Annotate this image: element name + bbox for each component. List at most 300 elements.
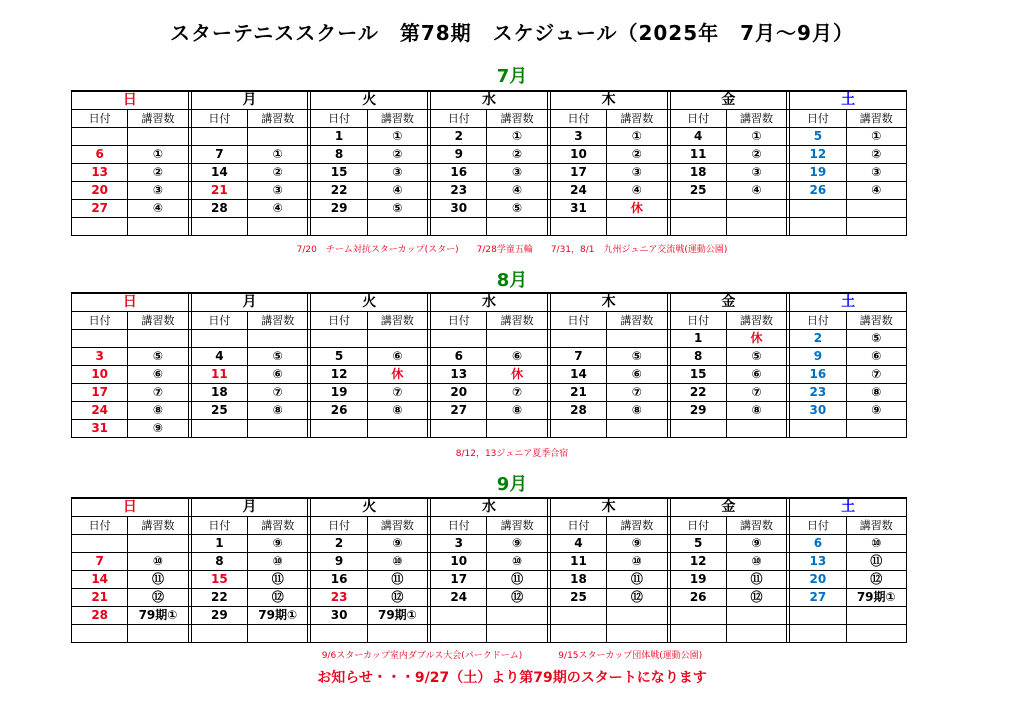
date-cell — [431, 218, 487, 236]
lessons-column-header: 講習数 — [607, 110, 667, 128]
lessons-column-header: 講習数 — [846, 312, 906, 330]
date-cell: 7 — [191, 146, 247, 164]
date-cell: 17 — [72, 384, 128, 402]
lesson-count-cell: ⑪ — [367, 571, 427, 589]
date-cell: 3 — [431, 535, 487, 553]
lesson-count-cell — [367, 218, 427, 236]
date-cell — [191, 218, 247, 236]
date-cell: 16 — [790, 366, 846, 384]
week-row — [72, 402, 907, 420]
lesson-count-cell: ② — [726, 146, 786, 164]
date-cell: 14 — [550, 366, 606, 384]
weekday-header: 月 — [191, 293, 308, 312]
date-cell — [790, 200, 846, 218]
date-cell: 27 — [431, 402, 487, 420]
lessons-column-header: 講習数 — [846, 110, 906, 128]
date-column-header: 日付 — [311, 517, 367, 535]
week-row — [72, 182, 907, 200]
lesson-count-cell — [128, 330, 188, 348]
lesson-count-cell: ⑩ — [487, 553, 547, 571]
month-title: 7月 — [496, 66, 528, 87]
lesson-count-cell: ⑤ — [846, 330, 906, 348]
calendar-table — [71, 292, 907, 438]
date-cell — [431, 420, 487, 438]
lesson-count-cell: ⑧ — [726, 402, 786, 420]
date-cell — [670, 625, 726, 643]
date-cell: 30 — [311, 607, 367, 625]
date-cell: 5 — [790, 128, 846, 146]
lesson-count-cell — [846, 218, 906, 236]
lesson-count-cell: ⑨ — [367, 535, 427, 553]
date-cell: 19 — [790, 164, 846, 182]
lesson-count-cell: ⑫ — [128, 589, 188, 607]
lessons-column-header: 講習数 — [726, 312, 786, 330]
date-cell: 6 — [790, 535, 846, 553]
weekday-header: 水 — [431, 498, 548, 517]
date-cell: 15 — [311, 164, 367, 182]
lessons-column-header: 講習数 — [367, 517, 427, 535]
date-column-header: 日付 — [72, 110, 128, 128]
lesson-count-cell: ⑨ — [128, 420, 188, 438]
date-cell — [431, 607, 487, 625]
date-cell — [550, 625, 606, 643]
date-column-header: 日付 — [191, 110, 247, 128]
date-cell — [191, 330, 247, 348]
week-row — [72, 128, 907, 146]
lesson-count-cell: ② — [607, 146, 667, 164]
weekday-header: 日 — [72, 293, 189, 312]
date-cell: 2 — [431, 128, 487, 146]
lesson-count-cell: ⑫ — [487, 589, 547, 607]
lesson-count-cell — [487, 330, 547, 348]
date-cell: 23 — [431, 182, 487, 200]
date-column-header: 日付 — [670, 312, 726, 330]
week-row — [72, 146, 907, 164]
lesson-count-cell — [128, 625, 188, 643]
lesson-count-cell: ⑩ — [367, 553, 427, 571]
date-cell — [191, 128, 247, 146]
lesson-count-cell: ① — [487, 128, 547, 146]
date-cell: 9 — [431, 146, 487, 164]
lesson-count-cell — [607, 625, 667, 643]
lesson-count-cell — [726, 625, 786, 643]
lessons-column-header: 講習数 — [487, 110, 547, 128]
lesson-count-cell: ① — [367, 128, 427, 146]
lesson-count-cell: 79期① — [846, 589, 906, 607]
date-cell: 29 — [311, 200, 367, 218]
date-cell: 12 — [311, 366, 367, 384]
date-cell — [550, 330, 606, 348]
date-cell: 22 — [191, 589, 247, 607]
weekday-header: 火 — [311, 91, 428, 110]
date-cell: 28 — [191, 200, 247, 218]
lesson-count-cell: ⑨ — [607, 535, 667, 553]
date-cell: 8 — [311, 146, 367, 164]
lesson-count-cell — [726, 607, 786, 625]
weekday-header: 木 — [550, 91, 667, 110]
lesson-count-cell — [846, 607, 906, 625]
lesson-count-cell: ⑥ — [726, 366, 786, 384]
date-cell: 11 — [191, 366, 247, 384]
date-column-header: 日付 — [72, 517, 128, 535]
lesson-count-cell: ① — [607, 128, 667, 146]
date-cell — [790, 218, 846, 236]
lesson-count-cell — [128, 128, 188, 146]
date-cell: 1 — [311, 128, 367, 146]
lesson-count-cell — [726, 218, 786, 236]
lesson-count-cell: ③ — [726, 164, 786, 182]
date-cell: 5 — [311, 348, 367, 366]
lesson-count-cell: ⑤ — [367, 200, 427, 218]
lesson-count-cell: ⑩ — [726, 553, 786, 571]
date-cell: 2 — [790, 330, 846, 348]
lesson-count-cell — [487, 420, 547, 438]
date-cell: 6 — [72, 146, 128, 164]
date-cell — [191, 420, 247, 438]
lesson-count-cell: ③ — [248, 182, 308, 200]
date-cell: 31 — [72, 420, 128, 438]
lesson-count-cell: ⑩ — [248, 553, 308, 571]
lesson-count-cell: ⑥ — [487, 348, 547, 366]
lesson-count-cell: ⑥ — [607, 366, 667, 384]
date-cell: 21 — [191, 182, 247, 200]
week-row — [72, 571, 907, 589]
calendar-table — [71, 497, 907, 643]
lesson-count-cell: ⑩ — [128, 553, 188, 571]
lesson-count-cell: ⑦ — [846, 366, 906, 384]
lesson-count-cell: ⑨ — [726, 535, 786, 553]
event-note: 7/20 チーム対抗スターカップ(スター) 7/28学童五輪 7/31，8/1 九州ジュニア交流戦(運動公園) — [296, 245, 728, 255]
date-column-header: 日付 — [72, 312, 128, 330]
lesson-count-cell: ⑧ — [128, 402, 188, 420]
date-cell: 12 — [670, 553, 726, 571]
page-title: スターテニススクール 第78期 スケジュール（2025年 7月～9月） — [170, 21, 854, 45]
date-cell: 26 — [670, 589, 726, 607]
date-cell: 4 — [550, 535, 606, 553]
weekday-header: 月 — [191, 91, 308, 110]
lesson-count-cell: ② — [367, 146, 427, 164]
lesson-count-cell: 休 — [607, 200, 667, 218]
date-cell — [72, 128, 128, 146]
lesson-count-cell — [248, 420, 308, 438]
weekday-header: 土 — [790, 498, 907, 517]
date-column-header: 日付 — [790, 110, 846, 128]
lesson-count-cell — [607, 218, 667, 236]
date-cell: 16 — [431, 164, 487, 182]
date-cell: 25 — [670, 182, 726, 200]
date-cell: 16 — [311, 571, 367, 589]
date-cell: 5 — [670, 535, 726, 553]
lesson-count-cell: 79期① — [367, 607, 427, 625]
date-cell: 25 — [550, 589, 606, 607]
date-cell: 8 — [670, 348, 726, 366]
lesson-count-cell: ③ — [128, 182, 188, 200]
date-cell: 21 — [72, 589, 128, 607]
week-row — [72, 384, 907, 402]
lesson-count-cell — [248, 625, 308, 643]
date-cell — [550, 218, 606, 236]
lesson-count-cell — [367, 420, 427, 438]
lesson-count-cell: ⑧ — [248, 402, 308, 420]
date-cell — [670, 218, 726, 236]
weekday-header: 木 — [550, 498, 667, 517]
date-cell: 19 — [670, 571, 726, 589]
lesson-count-cell — [248, 218, 308, 236]
lesson-count-cell — [487, 218, 547, 236]
week-row — [72, 420, 907, 438]
weekday-header: 金 — [670, 91, 787, 110]
date-cell: 28 — [72, 607, 128, 625]
weekday-header: 火 — [311, 498, 428, 517]
date-cell: 27 — [790, 589, 846, 607]
lesson-count-cell: ⑩ — [607, 553, 667, 571]
date-cell: 20 — [790, 571, 846, 589]
date-cell — [790, 420, 846, 438]
weekday-header: 土 — [790, 91, 907, 110]
date-column-header: 日付 — [670, 517, 726, 535]
lessons-column-header: 講習数 — [607, 517, 667, 535]
date-cell: 23 — [311, 589, 367, 607]
date-cell: 11 — [550, 553, 606, 571]
date-cell: 25 — [191, 402, 247, 420]
date-cell: 31 — [550, 200, 606, 218]
date-cell: 14 — [191, 164, 247, 182]
date-cell: 26 — [790, 182, 846, 200]
lesson-count-cell: ⑦ — [367, 384, 427, 402]
date-cell — [670, 200, 726, 218]
date-column-header: 日付 — [550, 517, 606, 535]
date-cell: 27 — [72, 200, 128, 218]
event-note: 9/6スターカップ室内ダブルス大会(パークドーム) 9/15スターカップ団体戦(運動公園) — [321, 651, 703, 661]
lesson-count-cell: ⑥ — [128, 366, 188, 384]
lesson-count-cell: ① — [846, 128, 906, 146]
lesson-count-cell: ⑪ — [128, 571, 188, 589]
lesson-count-cell: ① — [128, 146, 188, 164]
lesson-count-cell — [726, 420, 786, 438]
weekday-header: 月 — [191, 498, 308, 517]
lessons-column-header: 講習数 — [367, 312, 427, 330]
date-column-header: 日付 — [191, 517, 247, 535]
lesson-count-cell — [487, 625, 547, 643]
date-cell: 4 — [670, 128, 726, 146]
lesson-count-cell: 79期① — [248, 607, 308, 625]
lesson-count-cell: ⑦ — [487, 384, 547, 402]
week-row — [72, 218, 907, 236]
date-cell: 2 — [311, 535, 367, 553]
lesson-count-cell — [846, 200, 906, 218]
lesson-count-cell: ③ — [846, 164, 906, 182]
date-cell: 4 — [191, 348, 247, 366]
date-cell: 29 — [670, 402, 726, 420]
lesson-count-cell: ④ — [367, 182, 427, 200]
date-cell: 13 — [72, 164, 128, 182]
week-row — [72, 348, 907, 366]
date-cell: 7 — [72, 553, 128, 571]
lesson-count-cell: ⑤ — [128, 348, 188, 366]
date-cell: 29 — [191, 607, 247, 625]
date-cell: 17 — [550, 164, 606, 182]
date-cell — [550, 607, 606, 625]
date-cell: 8 — [191, 553, 247, 571]
date-cell: 24 — [431, 589, 487, 607]
lesson-count-cell: ⑧ — [607, 402, 667, 420]
lessons-column-header: 講習数 — [607, 312, 667, 330]
lessons-column-header: 講習数 — [128, 312, 188, 330]
weekday-header: 水 — [431, 91, 548, 110]
date-column-header: 日付 — [431, 110, 487, 128]
lesson-count-cell: ⑤ — [726, 348, 786, 366]
date-cell: 13 — [431, 366, 487, 384]
lesson-count-cell: ④ — [487, 182, 547, 200]
lesson-count-cell: 休 — [726, 330, 786, 348]
lesson-count-cell — [248, 330, 308, 348]
lesson-count-cell — [367, 625, 427, 643]
lesson-count-cell: ⑤ — [607, 348, 667, 366]
week-row — [72, 607, 907, 625]
date-cell: 6 — [431, 348, 487, 366]
date-cell — [670, 420, 726, 438]
lessons-column-header: 講習数 — [248, 517, 308, 535]
weekday-header: 土 — [790, 293, 907, 312]
date-cell: 9 — [311, 553, 367, 571]
date-cell — [191, 625, 247, 643]
lesson-count-cell: ⑫ — [846, 571, 906, 589]
lesson-count-cell — [846, 625, 906, 643]
lesson-count-cell: ⑩ — [846, 535, 906, 553]
week-row — [72, 366, 907, 384]
lesson-count-cell: 休 — [367, 366, 427, 384]
date-cell: 12 — [790, 146, 846, 164]
notice-text: お知らせ・・・9/27（土）より第79期のスタートになります — [317, 670, 707, 686]
lesson-count-cell: ④ — [607, 182, 667, 200]
lesson-count-cell: ⑨ — [248, 535, 308, 553]
date-column-header: 日付 — [670, 110, 726, 128]
date-cell — [72, 218, 128, 236]
date-cell: 18 — [550, 571, 606, 589]
lesson-count-cell: ⑤ — [248, 348, 308, 366]
date-cell: 22 — [670, 384, 726, 402]
week-row — [72, 200, 907, 218]
lesson-count-cell — [128, 535, 188, 553]
lesson-count-cell — [726, 200, 786, 218]
lesson-count-cell: ⑥ — [248, 366, 308, 384]
lesson-count-cell: ⑪ — [248, 571, 308, 589]
lesson-count-cell: ⑦ — [607, 384, 667, 402]
lesson-count-cell: ⑥ — [367, 348, 427, 366]
weekday-header: 水 — [431, 293, 548, 312]
lesson-count-cell: ⑤ — [487, 200, 547, 218]
date-cell — [431, 625, 487, 643]
event-note: 8/12，13ジュニア夏季合宿 — [455, 449, 569, 459]
date-cell: 18 — [191, 384, 247, 402]
date-cell — [790, 625, 846, 643]
date-cell: 13 — [790, 553, 846, 571]
lessons-column-header: 講習数 — [846, 517, 906, 535]
lesson-count-cell: ⑪ — [487, 571, 547, 589]
date-column-header: 日付 — [550, 312, 606, 330]
date-cell: 10 — [550, 146, 606, 164]
lesson-count-cell: ② — [487, 146, 547, 164]
lesson-count-cell: 休 — [487, 366, 547, 384]
date-column-header: 日付 — [431, 312, 487, 330]
lesson-count-cell: ⑪ — [846, 553, 906, 571]
lesson-count-cell — [487, 607, 547, 625]
lesson-count-cell: ② — [846, 146, 906, 164]
lessons-column-header: 講習数 — [248, 110, 308, 128]
date-cell: 3 — [72, 348, 128, 366]
date-cell — [311, 420, 367, 438]
date-cell: 23 — [790, 384, 846, 402]
date-cell — [311, 218, 367, 236]
lesson-count-cell: ⑦ — [726, 384, 786, 402]
date-cell: 1 — [670, 330, 726, 348]
date-cell: 22 — [311, 182, 367, 200]
date-cell: 24 — [72, 402, 128, 420]
week-row — [72, 330, 907, 348]
week-row — [72, 625, 907, 643]
lesson-count-cell: ⑫ — [248, 589, 308, 607]
date-cell — [72, 535, 128, 553]
date-cell: 30 — [431, 200, 487, 218]
calendar-table — [71, 90, 907, 236]
date-column-header: 日付 — [431, 517, 487, 535]
lessons-column-header: 講習数 — [487, 517, 547, 535]
weekday-header: 金 — [670, 498, 787, 517]
date-cell: 7 — [550, 348, 606, 366]
date-column-header: 日付 — [790, 312, 846, 330]
date-cell — [72, 330, 128, 348]
lesson-count-cell — [607, 607, 667, 625]
date-cell: 3 — [550, 128, 606, 146]
date-cell: 24 — [550, 182, 606, 200]
lesson-count-cell: ④ — [846, 182, 906, 200]
lesson-count-cell: ④ — [128, 200, 188, 218]
lesson-count-cell: ② — [128, 164, 188, 182]
date-cell: 19 — [311, 384, 367, 402]
lesson-count-cell: ① — [248, 146, 308, 164]
lessons-column-header: 講習数 — [726, 517, 786, 535]
lesson-count-cell: ⑦ — [128, 384, 188, 402]
lesson-count-cell: ③ — [607, 164, 667, 182]
date-cell: 15 — [670, 366, 726, 384]
month-title: 9月 — [496, 474, 528, 495]
weekday-header: 日 — [72, 498, 189, 517]
date-cell: 10 — [72, 366, 128, 384]
date-cell: 1 — [191, 535, 247, 553]
lesson-count-cell — [248, 128, 308, 146]
lessons-column-header: 講習数 — [367, 110, 427, 128]
date-cell: 20 — [72, 182, 128, 200]
date-cell: 20 — [431, 384, 487, 402]
date-cell: 9 — [790, 348, 846, 366]
lesson-count-cell — [846, 420, 906, 438]
weekday-header: 金 — [670, 293, 787, 312]
lesson-count-cell: ⑪ — [726, 571, 786, 589]
weekday-header: 日 — [72, 91, 189, 110]
weekday-header: 火 — [311, 293, 428, 312]
lesson-count-cell — [367, 330, 427, 348]
lesson-count-cell: ⑫ — [367, 589, 427, 607]
date-cell — [72, 625, 128, 643]
lessons-column-header: 講習数 — [487, 312, 547, 330]
date-cell: 30 — [790, 402, 846, 420]
date-cell: 15 — [191, 571, 247, 589]
lessons-column-header: 講習数 — [128, 110, 188, 128]
date-column-header: 日付 — [191, 312, 247, 330]
lesson-count-cell: ⑪ — [607, 571, 667, 589]
lessons-column-header: 講習数 — [128, 517, 188, 535]
date-cell: 17 — [431, 571, 487, 589]
